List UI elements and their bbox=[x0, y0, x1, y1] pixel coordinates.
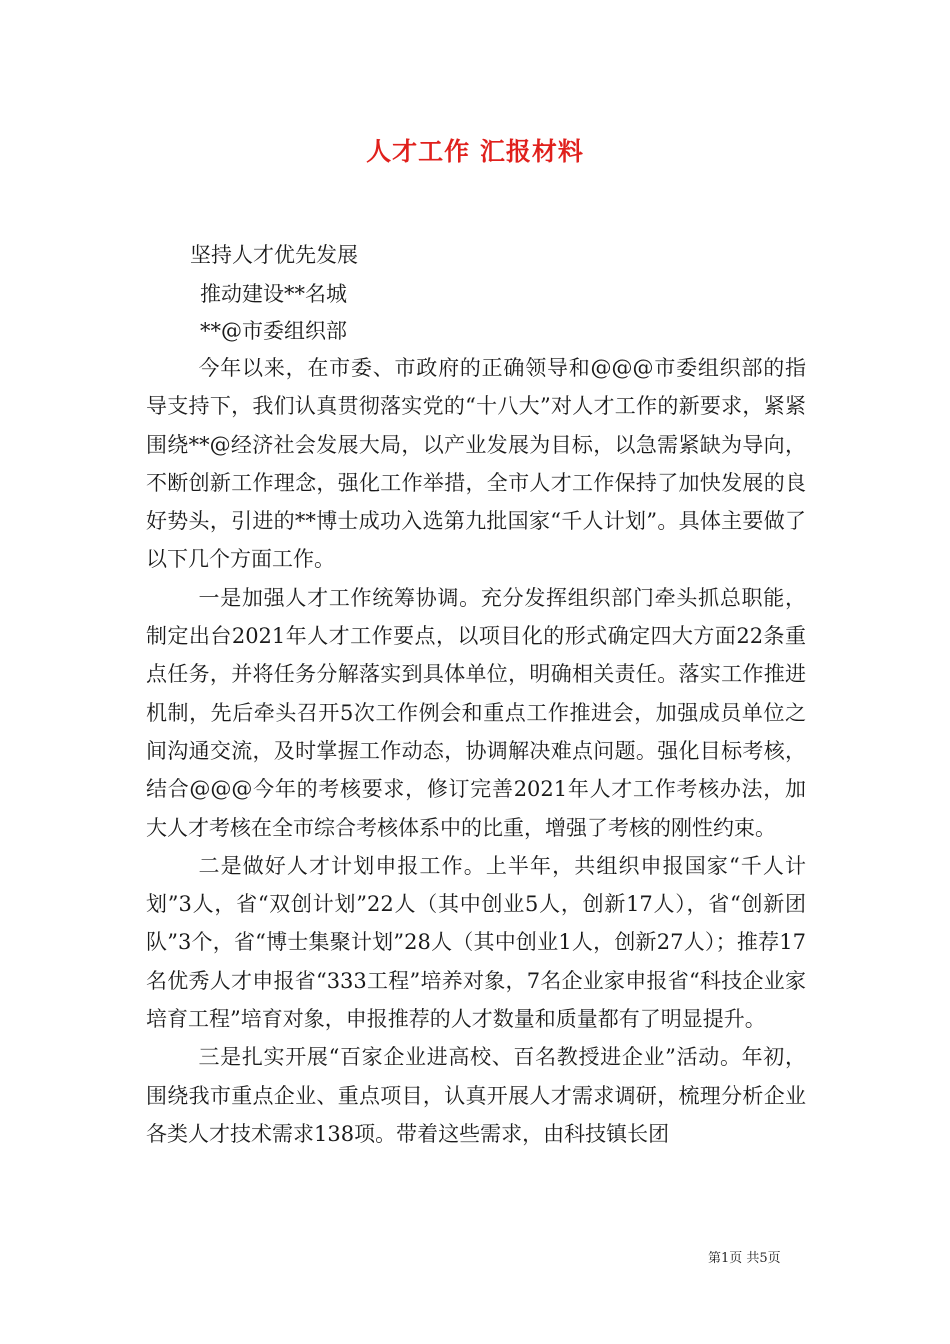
header-line-subtitle: 坚持人才优先发展 bbox=[190, 243, 358, 267]
header-line-slogan: 推动建设**名城 bbox=[200, 282, 347, 306]
paragraph-enterprise-university: 三是扎实开展“百家企业进高校、百名教授进企业”活动。年初，围绕我市重点企业、重点项目，认真开展人才需求调研，梳理分析企业各类人才技术需求138项。带着这些需求，由科技镇长团 bbox=[146, 1045, 806, 1146]
paragraph-talent-plans: 二是做好人才计划申报工作。上半年，共组织申报国家“千人计划”3人，省“双创计划”22人（其中创业5人，创新17人），省“创新团队”3个，省“博士集聚计划”28人（其中创业1人，创新27人）；推荐17名优秀人才申报省“333工程”培养对象，7名企业家申报省“科技企业家培育工程”培育对象，申报推荐的人才数量和质量都有了明显提升。 bbox=[146, 853, 806, 1032]
page-number: 第1页 共5页 bbox=[708, 1251, 781, 1266]
paragraph-intro: 今年以来，在市委、市政府的正确领导和@@@市委组织部的指导支持下，我们认真贯彻落实党的“十八大”对人才工作的新要求，紧紧围绕**@经济社会发展大局，以产业发展为目标，以急需紧缺为导向，不断创新工作理念，强化工作举措，全市人才工作保持了加快发展的良好势头，引进的**博士成功入选第九批国家“千人计划”。具体主要做了以下几个方面工作。 bbox=[146, 356, 806, 572]
header-line-department: **@市委组织部 bbox=[200, 319, 347, 343]
paragraph-coordination: 一是加强人才工作统筹协调。充分发挥组织部门牵头抓总职能，制定出台2021年人才工作要点，以项目化的形式确定四大方面22条重点任务，并将任务分解落实到具体单位，明确相关责任。落实工作推进机制，先后牵头召开5次工作例会和重点工作推进会，加强成员单位之间沟通交流，及时掌握工作动态，协调解决难点问题。强化目标考核，结合@@@今年的考核要求，修订完善2021年人才工作考核办法，加大人才考核在全市综合考核体系中的比重，增强了考核的刚性约束。 bbox=[146, 585, 806, 840]
page-title: 人才工作 汇报材料 bbox=[366, 137, 584, 166]
document-body bbox=[146, 349, 806, 1153]
